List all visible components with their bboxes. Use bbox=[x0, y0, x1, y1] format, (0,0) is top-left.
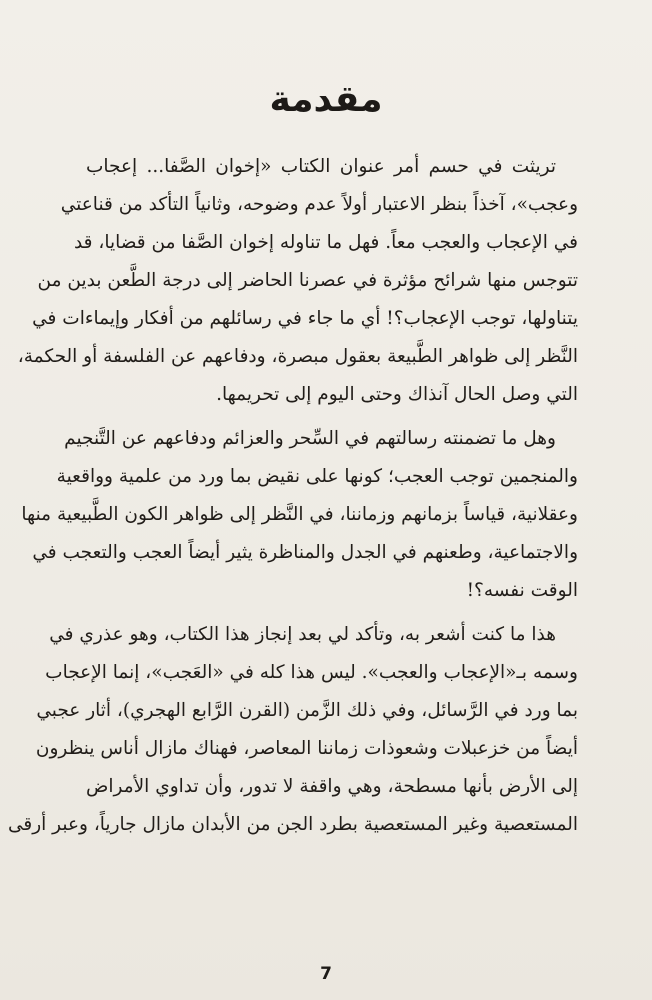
text-line: والاجتماعية، وطعنهم في الجدل والمناظرة يثير أيضاً العجب والتعجب في bbox=[32, 542, 578, 563]
text-line: بما ورد في الرَّسائل، وفي ذلك الزَّمن (القرن الرَّابع الهجري)، أثار عجبي bbox=[36, 700, 578, 721]
page-title: مقدمة bbox=[269, 79, 383, 120]
text-line: تريثت في حسم أمر عنوان الكتاب «إخوان الصَّفا... إعجاب bbox=[86, 156, 556, 177]
text-line: الوقت نفسه؟! bbox=[466, 580, 578, 601]
text-line: وعجب»، آخذاً بنظر الاعتبار أولاً عدم وضوحه، وثانياً التأكد من قناعتي bbox=[60, 194, 578, 215]
text-line: هذا ما كنت أشعر به، وتأكد لي بعد إنجاز هذا الكتاب، وهو عذري في bbox=[49, 624, 556, 645]
text-line: وسمه بـ«الإعجاب والعجب». ليس هذا كله في «العَجب»، إنما الإعجاب bbox=[45, 662, 578, 683]
text-line: وعقلانية، قياساً بزمانهم وزماننا، في النَّظر إلى ظواهر الكون الطَّبيعية منها bbox=[21, 504, 578, 525]
text-line: يتناولها، توجب الإعجاب؟! أي ما جاء في رسائلهم من أفكار وإيماءات في bbox=[32, 308, 578, 329]
text-line: تتوجس منها شرائح مؤثرة في عصرنا الحاضر إلى درجة الطَّعن بدين من bbox=[37, 270, 578, 291]
text-line: التي وصل الحال آنذاك وحتى اليوم إلى تحريمها. bbox=[216, 384, 578, 405]
paragraph bbox=[17, 148, 578, 414]
page-number: 7 bbox=[320, 964, 332, 984]
text-line: وهل ما تضمنته رسالتهم في السِّحر والعزائم ودفاعهم عن التَّنجيم bbox=[64, 428, 556, 449]
text-line: أيضاً من خزعبلات وشعوذات زماننا المعاصر، فهناك مازال أناس ينظرون bbox=[35, 738, 578, 759]
text-line: المستعصية وغير المستعصية بطرد الجن من الأبدان مازال جارياً، وعبر أرقى bbox=[7, 814, 578, 835]
text-line: إلى الأرض بأنها مسطحة، وهي واقفة لا تدور، وأن تداوي الأمراض bbox=[86, 776, 578, 797]
paragraph bbox=[7, 616, 578, 844]
paragraph bbox=[21, 420, 578, 610]
text-line: في الإعجاب والعجب معاً. فهل ما تناوله إخوان الصَّفا من قضايا، قد bbox=[73, 232, 578, 253]
text-line: النَّظر إلى ظواهر الطَّبيعة بعقول مبصرة، ودفاعهم عن الفلسفة أو الحكمة، bbox=[17, 346, 578, 367]
body-text bbox=[7, 148, 578, 844]
text-line: والمنجمين توجب العجب؛ كونها على نقيض بما ورد من علمية وواقعية bbox=[56, 466, 578, 487]
